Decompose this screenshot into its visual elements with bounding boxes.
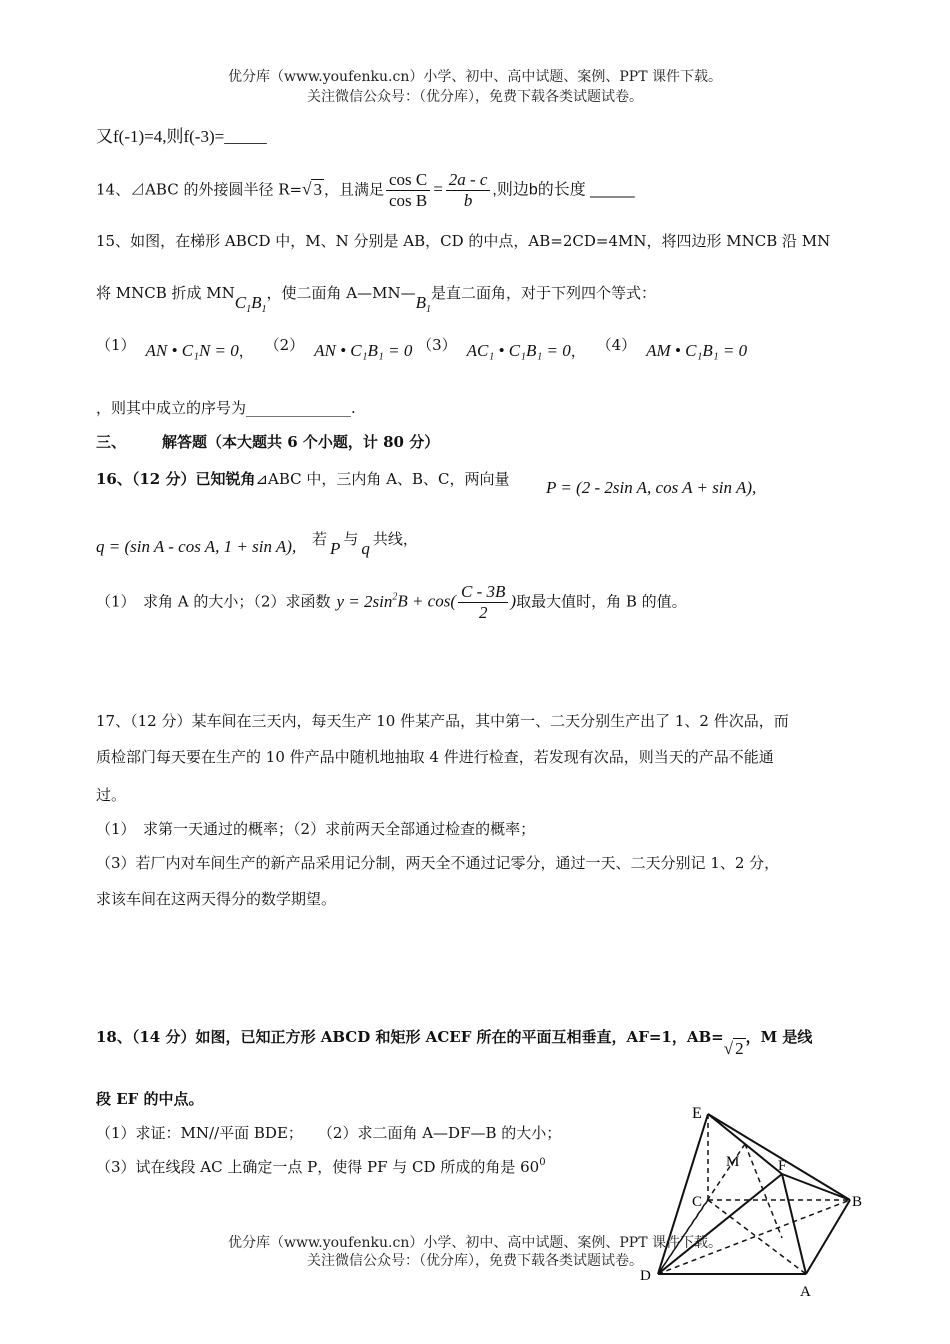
q16-sub2-tail: 取最大值时，角 B 的值。 xyxy=(516,592,687,611)
q15-eq4: AM • C₁B₁ = 0 xyxy=(646,341,748,360)
q15-eq1-sep: ， xyxy=(238,342,254,360)
q15-line2-d: ，使二面角 A—MN— xyxy=(266,284,416,302)
label-A: A xyxy=(800,1284,811,1300)
q15-equations xyxy=(96,336,748,361)
q15-line2-f: 是直二面角，对于下列四个等式： xyxy=(431,284,657,302)
q16-func-prefix: y = 2sin xyxy=(336,591,393,611)
geometry-figure xyxy=(630,1098,870,1306)
q17-line3: 过。 xyxy=(96,786,127,804)
footer-line-1: 优分库（www.youfenku.cn）小学、初中、高中试题、案例、PPT 课件下载。 xyxy=(227,1235,722,1251)
q18-line1: 18、（14 分）如图，已知正方形 ABCD 和矩形 ACEF 所在的平面互相垂直，AF=1，AB=√ 2，M 是线 xyxy=(96,1028,813,1058)
q17-line5: （3）若厂内对车间生产的新产品采用记分制，两天全不通过记零分，通过一天、二天分别记 1、2 分， xyxy=(96,854,780,872)
q16-yu: 与 xyxy=(343,530,359,548)
q15-line2: 将 MNCB 折成 $MNC_1B_1$，使二面角 $A—MN—B_1$是直二面角，对于下列四个等式： xyxy=(96,284,657,315)
q15-b1-symbol: B xyxy=(415,293,426,312)
q16-func-frac-num: C - 3B xyxy=(458,582,508,603)
label-M: M xyxy=(726,1154,740,1170)
q18-line4 xyxy=(96,1156,546,1177)
q16-head-rest: ⊿ABC 中，三内角 A、B、C，两向量 xyxy=(255,470,510,488)
q16-collinear xyxy=(312,528,418,558)
q15-eq3-label: （3） xyxy=(417,336,457,354)
q17-line2: 质检部门每天要在生产的 10 件产品中随机地抽取 4 件进行检查，若发现有次品，则当天的产品不能通 xyxy=(96,748,774,766)
q18-line1-a: 18、（14 分）如图，已知正方形 ABCD 和矩形 ACEF 所在的平面互相垂直，AF=1，AB= xyxy=(96,1028,724,1046)
q14-eq: = xyxy=(432,179,444,199)
footer-line-2: 关注微信公众号：（优分库），免费下载各类试题试卷。 xyxy=(307,1253,643,1269)
q18-line1-b: ，M 是线 xyxy=(745,1028,813,1046)
label-F: F xyxy=(778,1158,787,1174)
q15-answer-line: ，则其中成立的序号为______________. xyxy=(96,399,356,417)
q16-ruo: 若 xyxy=(312,530,328,548)
q18-degree: 0 xyxy=(539,1157,546,1168)
header-line-2: 关注微信公众号：（优分库），免费下载各类试题试卷。 xyxy=(307,89,643,105)
label-B: B xyxy=(852,1194,863,1210)
section-3-label: 三、 xyxy=(96,433,127,451)
q16-sub-questions: （1） 求角 A 的大小；（2）求函数 $y = 2\sin^2B + \cos$( $\frac{C - 3B}{2}$ )取最大值时，角 B 的值。 xyxy=(96,582,687,622)
q15-line1: 15、如图，在梯形 ABCD 中，M、N 分别是 AB，CD 的中点，AB=2CD=4MN，将四边形 MNCB 沿 MN xyxy=(96,232,831,250)
q18-line2: 段 EF 的中点。 xyxy=(96,1090,204,1108)
q14-frac1-den: cos B xyxy=(388,191,428,210)
question-14: 14、⊿ABC 的外接圆半径 R=√ 3 ，且满足 $\frac{\text{cos C}}{\text{cos B}}$ = $\frac{2a - c}{b}$ ,则边b的长度 _____ xyxy=(96,170,635,210)
q17-line1: 17、（12 分）某车间在三天内，每天生产 10 件某产品，其中第一、二天分别生产出了 1、2 件次品，而 xyxy=(96,712,789,730)
section-3-title: 解答题（本大题共 6 个小题，计 80 分） xyxy=(162,433,440,451)
q14-sqrt: 3 xyxy=(313,179,322,199)
q15-eq3-sep: ， xyxy=(570,342,586,360)
q15-eq4-label: （4） xyxy=(596,336,637,354)
q16-sub1: （1） 求角 A 的大小；（2）求函数 xyxy=(96,592,331,611)
q16-func-suffix: ) xyxy=(510,591,517,611)
q17-line6: 求该车间在这两天得分的数学期望。 xyxy=(96,890,337,908)
q18-sqrt: 2 xyxy=(735,1039,744,1058)
q15-eq2: AN • C₁B₁ = 0 xyxy=(314,341,413,360)
header-line-1: 优分库（www.youfenku.cn）小学、初中、高中试题、案例、PPT 课件下载。 xyxy=(227,69,722,85)
q15-line2-a: 将 MNCB 折成 MN xyxy=(96,284,235,302)
q15-eq3: AC₁ • C₁B₁ = 0 xyxy=(466,341,571,360)
q15-eq1-label: （1） xyxy=(96,336,136,354)
q14-frac2-den: b xyxy=(463,191,473,210)
q14-mid: ，且满足 xyxy=(323,180,384,199)
label-E: E xyxy=(692,1105,702,1122)
q17-line4: （1） 求第一天通过的概率；（2）求前两天全部通过检查的概率； xyxy=(96,820,536,838)
q14-frac2-num: 2a - c xyxy=(446,170,491,191)
q16-func-mid: B + cos( xyxy=(397,591,457,611)
q16-gongxian: 共线， xyxy=(372,530,418,548)
q16-p-symbol: P xyxy=(330,539,341,558)
q16-p-vector: P = (2 - 2sin A, cos A + sin A), xyxy=(546,478,757,497)
q16-func-frac-den: 2 xyxy=(478,603,488,622)
q13-tail: 又f(-1)=4,则f(-3)=_____ xyxy=(96,127,267,146)
q16-q-vector: q = (sin A - cos A, 1 + sin A), xyxy=(96,537,297,556)
q16-head-bold: 16、（12 分）已知锐角 xyxy=(96,470,256,488)
label-C: C xyxy=(692,1194,703,1210)
edge-FB xyxy=(782,1174,850,1200)
q16-head xyxy=(96,468,510,489)
q15-b-symbol: B xyxy=(251,293,262,312)
q18-line3: （1）求证：MN//平面 BDE； （2）求二面角 A—DF—B 的大小； xyxy=(96,1124,562,1142)
q14-prefix: 14、⊿ABC 的外接圆半径 R= xyxy=(96,180,303,199)
q15-c-symbol: C xyxy=(234,293,247,312)
label-D: D xyxy=(640,1268,651,1284)
q14-suffix: ,则边b的长度 _____ xyxy=(492,181,635,199)
q16-q-symbol: q xyxy=(361,539,370,558)
q18-line4-text: （3）试在线段 AC 上确定一点 P，使得 PF 与 CD 所成的角是 60 xyxy=(96,1158,540,1176)
q14-frac1-num: cos C xyxy=(386,170,430,191)
q15-eq1: AN • C₁N = 0 xyxy=(145,341,239,360)
q15-eq2-label: （2） xyxy=(264,336,305,354)
